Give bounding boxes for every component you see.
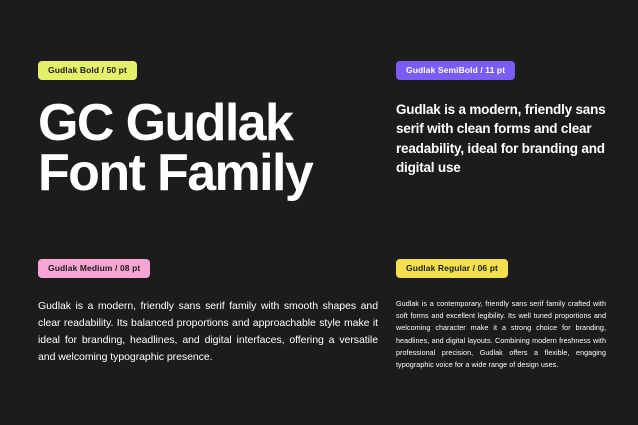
display-line-1: GC Gudlak (38, 93, 293, 152)
label-medium: Gudlak Medium / 08 pt (38, 259, 150, 278)
display-line-2: Font Family (38, 144, 313, 203)
specimen-bold (38, 60, 378, 203)
specimen-medium (38, 258, 378, 366)
label-semibold: Gudlak SemiBold / 11 pt (396, 61, 515, 80)
specimen-semibold (396, 60, 606, 178)
label-bold: Gudlak Bold / 50 pt (38, 61, 137, 80)
specimen-regular (396, 258, 606, 372)
paragraph-regular: Gudlak is a contemporary, friendly sans serif family crafted with soft forms and excellent legibility. Its well tuned proportions and welcoming character make it a strong choice for branding, headlines, and digital layouts. Combining modern freshness with professional precision, Gudlak offers a flexible, engaging typographic voice for a wide range of design uses. (396, 298, 606, 370)
display-text-bold (38, 93, 378, 203)
paragraph-medium: Gudlak is a modern, friendly sans serif family with smooth shapes and clear readability. Its balanced proportions and approachable style make it ideal for branding, headlines, and digital interfaces, offering a versatile and welcoming typographic presence. (38, 299, 378, 363)
paragraph-semibold: Gudlak is a modern, friendly sans serif with clean forms and clear readability, ideal for branding and digital use (396, 101, 606, 176)
label-regular: Gudlak Regular / 06 pt (396, 259, 508, 278)
